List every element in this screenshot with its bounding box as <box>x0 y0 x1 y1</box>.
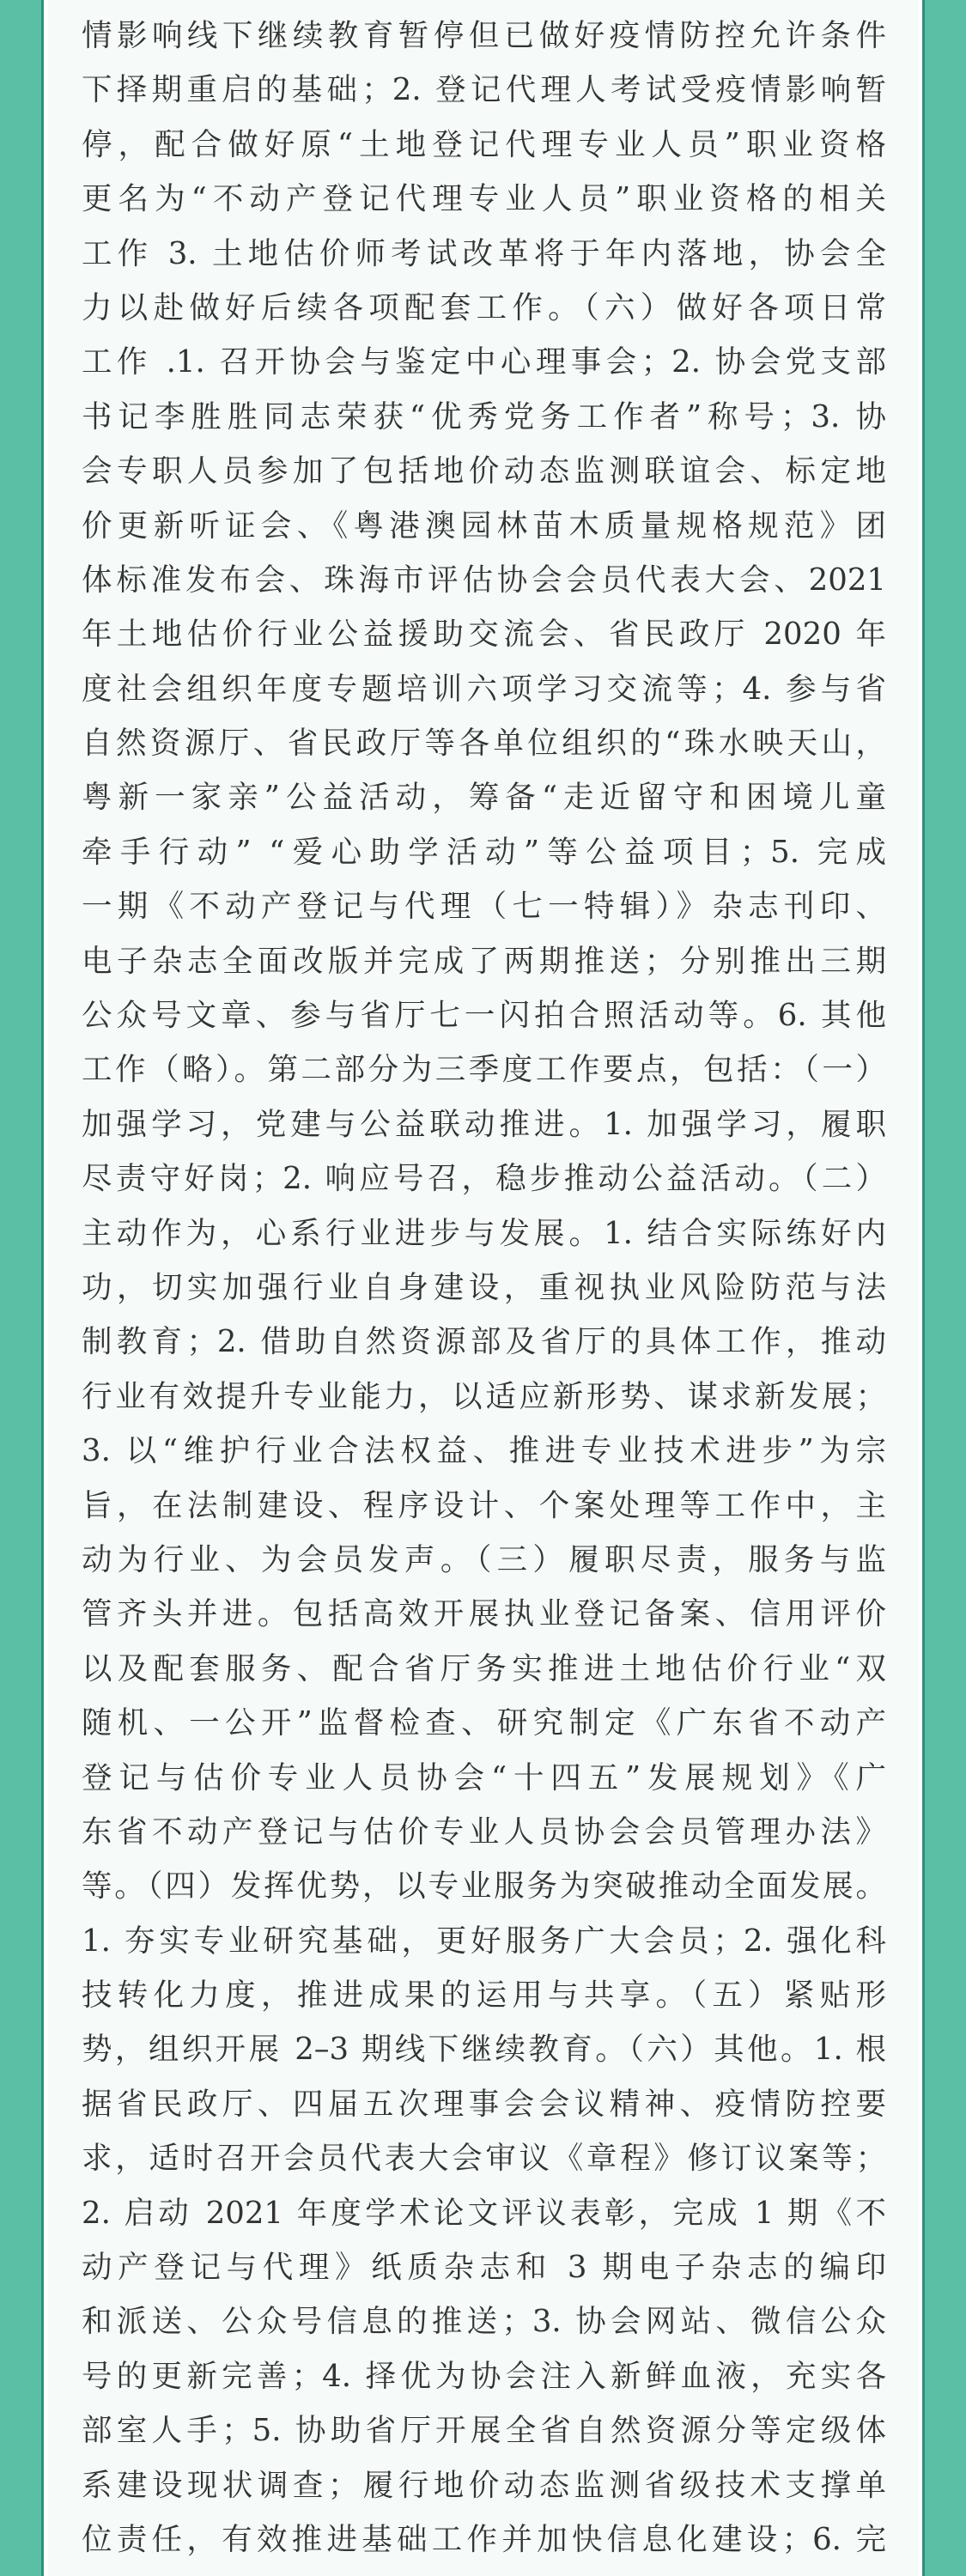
text-line: 等。（四）发挥优势，以专业服务为突破推动全面发展。 <box>82 1868 886 1905</box>
text-line: 自然资源厅、省民政厅等各单位组织的“珠水映天山， <box>82 726 886 762</box>
text-line: 管齐头并进。包括高效开展执业登记备案、信用评价 <box>82 1596 886 1632</box>
text-line: 情影响线下继续教育暂停但已做好疫情防控允许条件 <box>82 18 886 53</box>
text-line: 价更新听证会、《粤港澳园林苗木质量规格规范》团 <box>82 507 886 544</box>
text-line: 行业有效提升专业能力，以适应新形势、谋求新发展； <box>82 1378 886 1414</box>
text-line: 系建设现状调查；履行地价动态监测省级技术支撑单 <box>82 2467 886 2503</box>
text-line: 公众号文章、参与省厅七一闪拍合照活动等。6. 其他 <box>82 998 886 1034</box>
text-line: 工作 3. 土地估价师考试改革将于年内落地，协会全 <box>82 235 886 271</box>
text-line: 牵手行动” “爱心助学活动”等公益项目；5. 完成 <box>82 834 886 870</box>
text-line: 体标准发布会、珠海市评估协会会员代表大会、2021 <box>82 562 886 598</box>
page-content <box>47 0 919 2576</box>
text-line: 书记李胜胜同志荣获“优秀党务工作者”称号；3. 协 <box>82 398 886 434</box>
text-line: 求，适时召开会员代表大会审议《章程》修订议案等； <box>82 2141 886 2177</box>
text-line: 号的更新完善；4. 择优为协会注入新鲜血液，充实各 <box>82 2358 886 2394</box>
text-line: 技转化力度，推进成果的运用与共享。（五）紧贴形 <box>82 1978 886 2014</box>
text-line: 更名为“不动产登记代理专业人员”职业资格的相关 <box>82 181 886 217</box>
text-line: 3. 以“维护行业合法权益、推进专业技术进步”为宗 <box>82 1433 886 1469</box>
text-line: 登记与估价专业人员协会“十四五”发展规划》《广 <box>82 1759 886 1795</box>
text-line: 2. 启动 2021 年度学术论文评议表彰，完成 1 期《不 <box>82 2195 886 2231</box>
text-line: 以及配套服务、配合省厅务实推进土地估价行业“双 <box>82 1650 886 1686</box>
text-line: 动为行业、为会员发声。（三）履职尽责，服务与监 <box>82 1541 886 1577</box>
text-line: 粤新一家亲”公益活动，筹备“走近留守和困境儿童 <box>82 780 886 816</box>
text-line: 据省民政厅、四届五次理事会会议精神、疫情防控要 <box>82 2086 886 2122</box>
text-line: 工作（略）。第二部分为三季度工作要点，包括：（一） <box>82 1052 886 1088</box>
text-line: 会专职人员参加了包括地价动态监测联谊会、标定地 <box>82 453 886 489</box>
text-line: 尽责守好岗；2. 响应号召，稳步推动公益活动。（二） <box>82 1161 886 1197</box>
text-line: 一期《不动产登记与代理（七一特辑）》杂志刊印、 <box>82 889 886 925</box>
text-line: 年土地估价行业公益援助交流会、省民政厅 2020 年 <box>82 617 886 653</box>
text-line: 位责任，有效推进基础工作并加快信息化建设；6. 完 <box>82 2521 886 2557</box>
text-line: 制教育；2. 借助自然资源部及省厅的具体工作，推动 <box>82 1324 886 1360</box>
text-line: 加强学习，党建与公益联动推进。1. 加强学习，履职 <box>82 1106 886 1142</box>
text-line: 功，切实加强行业自身建设，重视执业风险防范与法 <box>82 1269 886 1305</box>
text-line: 主动作为，心系行业进步与发展。1. 结合实际练好内 <box>82 1215 886 1251</box>
text-line: 旨，在法制建设、程序设计、个案处理等工作中，主 <box>82 1487 886 1523</box>
text-line: 东省不动产登记与估价专业人员协会会员管理办法》 <box>82 1814 886 1850</box>
text-line: 势，组织开展 2–3 期线下继续教育。（六）其他。1. 根 <box>82 2032 886 2068</box>
text-line: 1. 夯实专业研究基础，更好服务广大会员；2. 强化科 <box>82 1923 886 1959</box>
text-line: 部室人手；5. 协助省厅开展全省自然资源分等定级体 <box>82 2413 886 2449</box>
text-line: 随机、一公开”监督检查、研究制定《广东省不动产 <box>82 1705 886 1741</box>
text-line: 停，配合做好原“土地登记代理专业人员”职业资格 <box>82 126 886 162</box>
text-line: 工作 .1. 召开协会与鉴定中心理事会；2. 协会党支部 <box>82 344 886 380</box>
text-line: 动产登记与代理》纸质杂志和 3 期电子杂志的编印 <box>82 2250 886 2286</box>
page-frame <box>41 0 925 2576</box>
text-line: 度社会组织年度专题培训六项学习交流等；4. 参与省 <box>82 671 886 707</box>
text-line: 力以赴做好后续各项配套工作。（六）做好各项日常 <box>82 289 886 325</box>
text-line: 和派送、公众号信息的推送；3. 协会网站、微信公众 <box>82 2304 886 2340</box>
article-body <box>82 9 886 2567</box>
text-line: 下择期重启的基础；2. 登记代理人考试受疫情影响暂 <box>82 72 886 108</box>
text-line: 电子杂志全面改版并完成了两期推送；分别推出三期 <box>82 943 886 979</box>
